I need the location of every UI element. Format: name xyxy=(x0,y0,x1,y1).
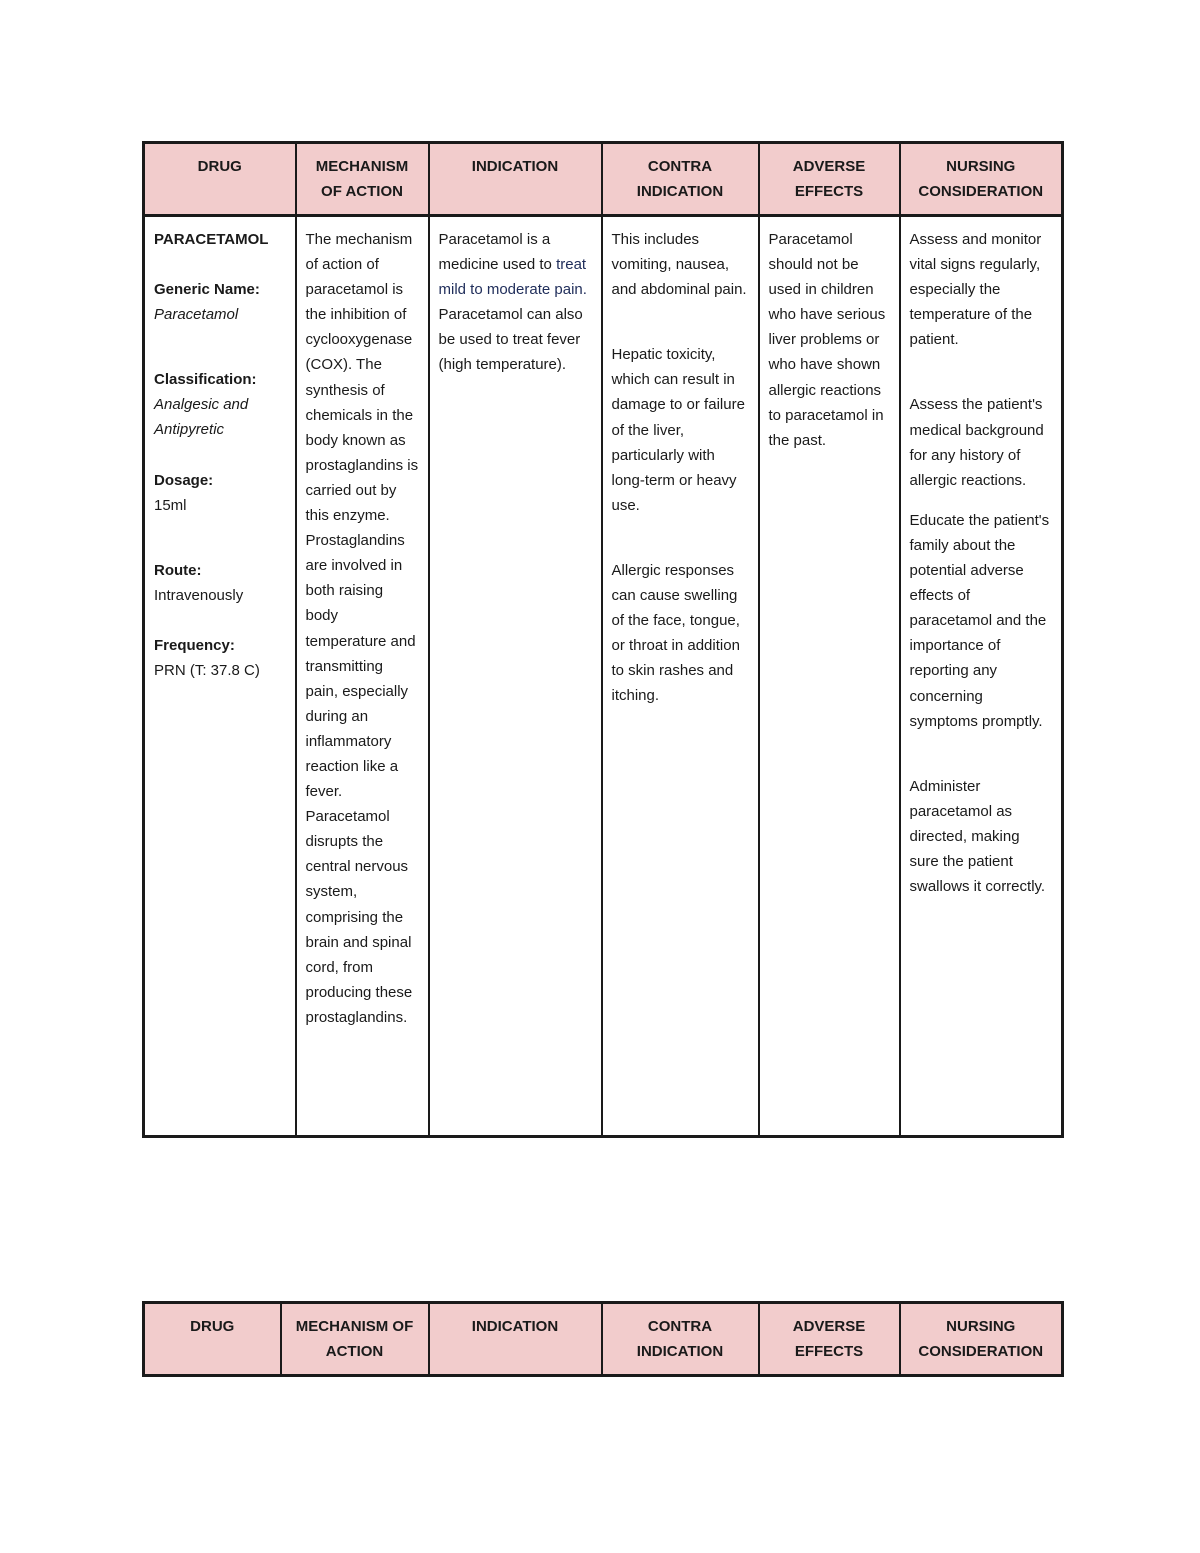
indication-text xyxy=(439,227,592,378)
frequency-label: Frequency: xyxy=(154,636,235,654)
nursing-item: Assess and monitor vital signs regularly, especially the temperature of the patient. xyxy=(909,231,1042,349)
adverse-effects-cell xyxy=(759,216,900,1137)
table-header-row xyxy=(144,143,1063,216)
dosage-value: 15ml xyxy=(154,496,187,514)
adverse-effects-text: Paracetamol should not be used in children who have serious liver problems or who have shown allergic reactions to paracetamol in the past. xyxy=(768,231,886,449)
indication-text-part3: Paracetamol can also be used to treat fever (high temperature). xyxy=(438,306,583,374)
drug-study-table xyxy=(142,141,1064,1138)
indication-text-part2: treat mild to moderate pain. xyxy=(438,256,587,299)
header-adverse-effects: ADVERSE EFFECTS xyxy=(759,143,900,216)
nursing-consideration-cell xyxy=(900,216,1063,1137)
generic-name-label: Generic Name: xyxy=(154,281,260,299)
contra-item: This includes vomiting, nausea, and abdominal pain. xyxy=(611,231,747,299)
header-drug: DRUG xyxy=(144,1303,281,1376)
header-drug: DRUG xyxy=(144,143,296,216)
header-indication: INDICATION xyxy=(429,143,602,216)
header-indication: INDICATION xyxy=(429,1303,602,1376)
generic-name-value: Paracetamol xyxy=(154,306,239,324)
header-nursing-consideration: NURSING CONSIDERATION xyxy=(900,1303,1063,1376)
mechanism-text: The mechanism of action of paracetamol is the inhibition of cyclooxygenase (COX). The synthesis of chemicals in the body known as prostaglandins is carried out by this enzyme. Prostaglandins are involved in both raising body temperature and transmitting pain, especially during an inflammatory reaction like a fever. Paracetamol disrupts the central nervous system, comprising the brain and spinal cord, from producing these prostaglandins. xyxy=(305,231,419,1026)
nursing-item: Educate the patient's family about the potential adverse effects of paracetamol and the importance of reporting any concerning symptoms promptly. xyxy=(909,511,1050,730)
header-contra-indication: CONTRA INDICATION xyxy=(602,143,759,216)
classification-label: Classification: xyxy=(154,371,257,389)
indication-cell xyxy=(429,216,602,1137)
dosage-label: Dosage: xyxy=(154,471,214,489)
mechanism-cell xyxy=(296,216,429,1137)
header-mechanism: MECHANISM OF ACTION xyxy=(296,143,429,216)
contra-item: Hepatic toxicity, which can result in damage to or failure of the liver, particularly with long-term or heavy use. xyxy=(611,346,745,514)
header-adverse-effects: ADVERSE EFFECTS xyxy=(759,1303,900,1376)
route-value: Intravenously xyxy=(154,586,244,604)
table-row xyxy=(144,216,1063,1137)
header-contra-indication: CONTRA INDICATION xyxy=(602,1303,759,1376)
nursing-item: Assess the patient's medical background for any history of allergic reactions. xyxy=(909,396,1044,489)
header-mechanism: MECHANISM OF ACTION xyxy=(281,1303,429,1376)
classification-value: Analgesic and Antipyretic xyxy=(154,396,249,439)
drug-study-table-2 xyxy=(142,1301,1064,1377)
indication-text-part1: Paracetamol is a medicine used to xyxy=(438,231,557,274)
contra-item: Allergic responses can cause swelling of the face, tongue, or throat in addition to skin rashes and itching. xyxy=(611,561,740,705)
table-header-row xyxy=(144,1303,1063,1376)
drug-name: PARACETAMOL xyxy=(154,231,269,248)
route-label: Route: xyxy=(154,561,202,579)
nursing-item: Administer paracetamol as directed, making sure the patient swallows it correctly. xyxy=(909,777,1046,896)
drug-cell xyxy=(144,216,296,1137)
contra-indication-cell xyxy=(602,216,759,1137)
frequency-value: PRN (T: 37.8 C) xyxy=(154,662,260,680)
header-nursing-consideration: NURSING CONSIDERATION xyxy=(900,143,1063,216)
